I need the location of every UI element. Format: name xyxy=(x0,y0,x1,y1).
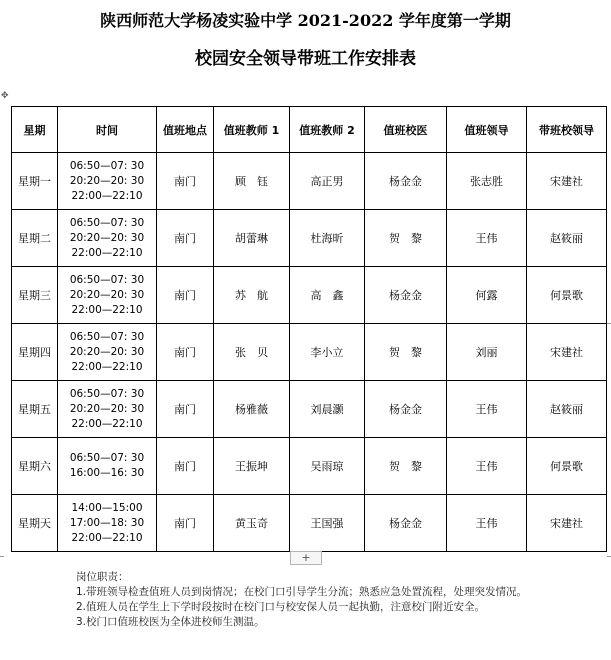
teacher2-cell: 王国强 xyxy=(290,495,365,552)
time-slot: 22:00—22:10 xyxy=(71,417,143,430)
table-row xyxy=(12,324,607,381)
doctor-cell: 杨金金 xyxy=(365,495,447,552)
location-cell: 南门 xyxy=(157,153,214,210)
day-cell: 星期一 xyxy=(12,153,58,210)
time-slot: 22:00—22:10 xyxy=(71,531,143,544)
teacher2-cell: 吴雨琼 xyxy=(290,438,365,495)
time-cell xyxy=(58,381,157,438)
doctor-cell: 贺 黎 xyxy=(365,438,447,495)
time-slot: 06:50—07: 30 xyxy=(69,330,145,343)
time-slot: 06:50—07: 30 xyxy=(69,159,145,172)
time-slot: 16:00—16: 30 xyxy=(69,467,145,479)
teacher1-cell: 顾 钰 xyxy=(214,153,290,210)
time-slot: 22:00—22:10 xyxy=(71,360,143,373)
teacher1-cell: 苏 航 xyxy=(214,267,290,324)
page-margin-tick xyxy=(0,556,4,557)
add-row-button[interactable]: + xyxy=(290,551,322,565)
column-header: 值班教师 2 xyxy=(290,107,365,153)
time-cell xyxy=(58,267,157,324)
teacher2-cell: 李小立 xyxy=(290,324,365,381)
teacher2-cell: 刘晨灏 xyxy=(290,381,365,438)
school-leader-cell: 宋建社 xyxy=(527,495,607,552)
time-cell xyxy=(58,153,157,210)
leader-cell: 王伟 xyxy=(447,210,527,267)
time-slot: 06:50—07: 30 xyxy=(69,216,145,229)
time-cell xyxy=(58,438,157,495)
document-title-line1: 陕西师范大学杨凌实验中学 2021-2022 学年度第一学期 xyxy=(100,11,511,30)
school-leader-cell: 赵筱丽 xyxy=(527,210,607,267)
teacher2-cell: 高 鑫 xyxy=(290,267,365,324)
teacher1-cell: 王振坤 xyxy=(214,438,290,495)
time-slot: 20:20—20: 30 xyxy=(69,402,145,415)
teacher1-cell: 杨雅薇 xyxy=(214,381,290,438)
leader-cell: 王伟 xyxy=(447,381,527,438)
location-cell: 南门 xyxy=(157,438,214,495)
column-header: 值班地点 xyxy=(157,107,214,153)
time-slot: 17:00—18: 30 xyxy=(69,516,145,529)
day-cell: 星期天 xyxy=(12,495,58,552)
column-header: 时间 xyxy=(58,107,157,153)
day-cell: 星期四 xyxy=(12,324,58,381)
doctor-cell: 杨金金 xyxy=(365,381,447,438)
table-row xyxy=(12,495,607,552)
document-title-line2: 校园安全领导带班工作安排表 xyxy=(195,49,416,69)
teacher2-cell: 杜海昕 xyxy=(290,210,365,267)
page-margin-tick xyxy=(607,556,611,557)
doctor-cell: 杨金金 xyxy=(365,153,447,210)
school-leader-cell: 何景歌 xyxy=(527,438,607,495)
time-slot: 20:20—20: 30 xyxy=(69,231,145,244)
duty-item: 3.校门口值班校医为全体进校师生测温。 xyxy=(76,616,265,628)
column-header: 值班教师 1 xyxy=(214,107,290,153)
day-cell: 星期三 xyxy=(12,267,58,324)
table-row xyxy=(12,381,607,438)
column-header: 星期 xyxy=(12,107,58,153)
time-cell xyxy=(58,324,157,381)
table-row xyxy=(12,153,607,210)
duties-section xyxy=(76,570,586,630)
duty-item: 1.带班领导检查值班人员到岗情况；在校门口引导学生分流；熟悉应急处置流程，处理突发情况。 xyxy=(76,586,528,598)
time-slot: 06:50—07: 30 xyxy=(69,273,145,286)
leader-cell: 王伟 xyxy=(447,438,527,495)
teacher1-cell: 黄玉奇 xyxy=(214,495,290,552)
school-leader-cell: 宋建社 xyxy=(527,153,607,210)
school-leader-cell: 何景歌 xyxy=(527,267,607,324)
table-row xyxy=(12,210,607,267)
leader-cell: 刘丽 xyxy=(447,324,527,381)
location-cell: 南门 xyxy=(157,210,214,267)
time-slot: 06:50—07: 30 xyxy=(69,387,145,400)
time-cell xyxy=(58,210,157,267)
location-cell: 南门 xyxy=(157,495,214,552)
location-cell: 南门 xyxy=(157,324,214,381)
time-slot: 22:00—22:10 xyxy=(71,189,143,202)
leader-cell: 王伟 xyxy=(447,495,527,552)
teacher2-cell: 高正男 xyxy=(290,153,365,210)
doctor-cell: 贺 黎 xyxy=(365,324,447,381)
table-row xyxy=(12,438,607,495)
table-body xyxy=(12,153,607,552)
day-cell: 星期二 xyxy=(12,210,58,267)
location-cell: 南门 xyxy=(157,267,214,324)
school-leader-cell: 宋建社 xyxy=(527,324,607,381)
time-slot: 20:20—20: 30 xyxy=(69,174,145,187)
duty-item: 2.值班人员在学生上下学时段按时在校门口与校安保人员一起执勤，注意校门附近安全。 xyxy=(76,601,486,613)
day-cell: 星期六 xyxy=(12,438,58,495)
time-slot: 06:50—07: 30 xyxy=(69,452,145,464)
column-header: 带班校领导 xyxy=(527,107,607,153)
day-cell: 星期五 xyxy=(12,381,58,438)
teacher1-cell: 胡蕾琳 xyxy=(214,210,290,267)
doctor-cell: 贺 黎 xyxy=(365,210,447,267)
column-header: 值班领导 xyxy=(447,107,527,153)
time-slot: 14:00—15:00 xyxy=(71,501,143,514)
doctor-cell: 杨金金 xyxy=(365,267,447,324)
time-slot: 20:20—20: 30 xyxy=(69,288,145,301)
time-slot: 20:20—20: 30 xyxy=(69,345,145,358)
teacher1-cell: 张 贝 xyxy=(214,324,290,381)
schedule-table xyxy=(11,106,607,552)
page-margin-tick xyxy=(607,323,611,324)
school-leader-cell: 赵筱丽 xyxy=(527,381,607,438)
location-cell: 南门 xyxy=(157,381,214,438)
time-slot: 22:00—22:10 xyxy=(71,303,143,316)
column-header: 值班校医 xyxy=(365,107,447,153)
table-header-row xyxy=(12,107,607,153)
leader-cell: 何露 xyxy=(447,267,527,324)
time-slot: 22:00—22:10 xyxy=(71,246,143,259)
move-cross-icon[interactable]: ✥ xyxy=(1,91,9,101)
duties-heading: 岗位职责： xyxy=(76,571,129,583)
table-row xyxy=(12,267,607,324)
time-cell xyxy=(58,495,157,552)
leader-cell: 张志胜 xyxy=(447,153,527,210)
